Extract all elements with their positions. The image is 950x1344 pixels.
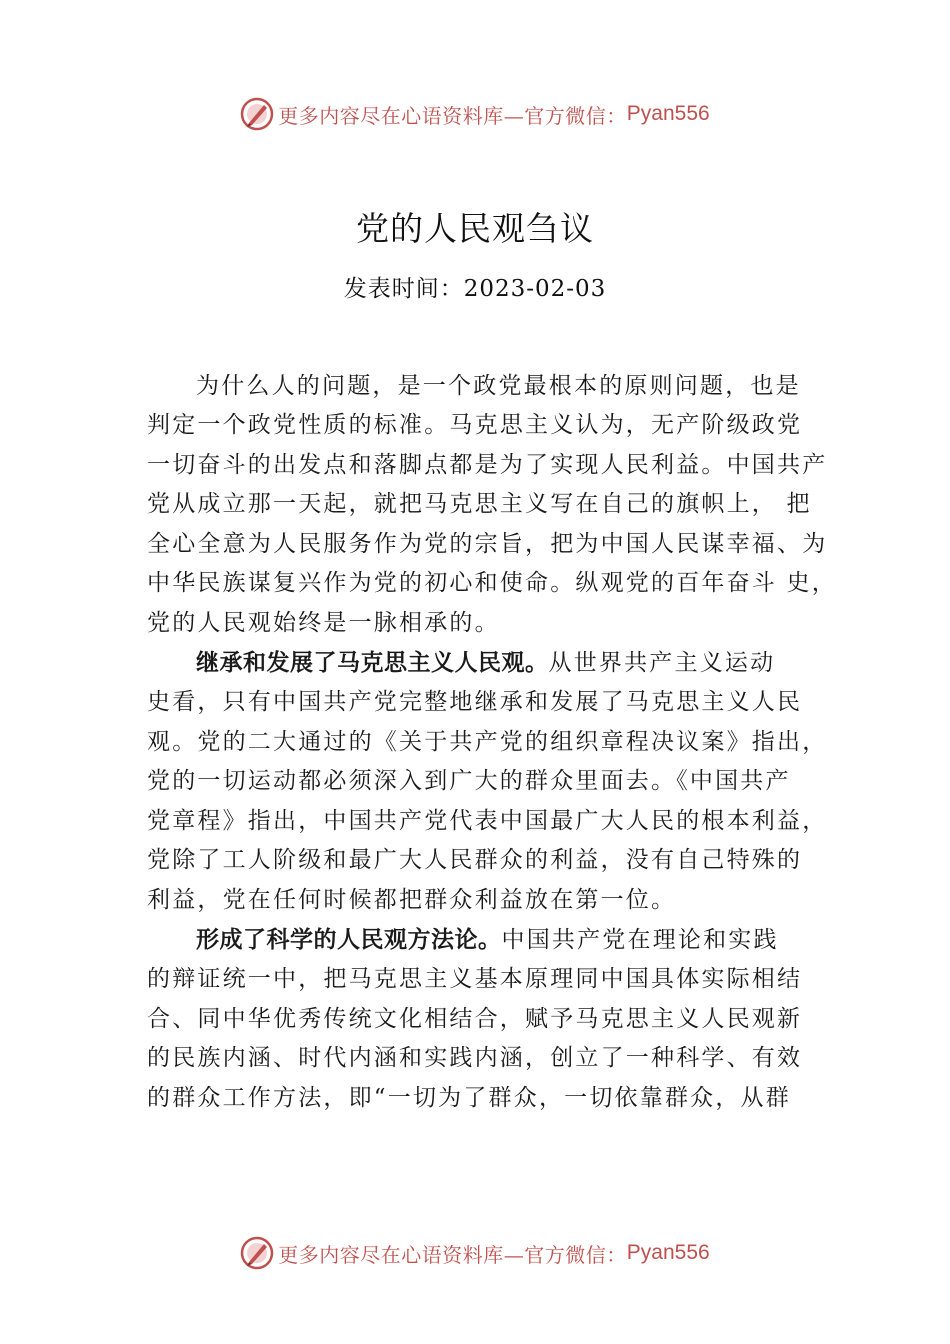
body-text: 从世界共产主义运动 [548,650,776,676]
footer-banner [0,1233,950,1273]
banner-wechat-id: Pyan556 [626,1241,710,1264]
banner-text: 更多内容尽在心语资料库—官方微信： [278,103,627,128]
body-line: 党章程》指出，中国共产党代表中国最广大人民的根本利益， [147,808,828,834]
document-title: 党的人民观刍议 [356,209,594,248]
publish-date: 发表时间：2023-02-03 [343,276,607,302]
banner-wechat-id: Pyan556 [626,102,710,125]
banner-text: 更多内容尽在心语资料库—官方微信： [278,1242,627,1267]
body-line [196,925,886,955]
body-line: 党除了工人阶级和最广大人民群众的利益，没有自己特殊的 [147,847,803,873]
body-line: 史看，只有中国共产党完整地继承和发展了马克思主义人民 [147,689,803,715]
body-line: 的民族内涵、时代内涵和实践内涵，创立了一种科学、有效 [147,1045,803,1071]
body-line: 利益，党在任何时候都把群众利益放在第一位。 [147,887,677,913]
pen-logo-icon [240,1236,274,1270]
body-line: 党从成立那一天起，就把马克思主义写在自己的旗帜上， 把 [147,491,812,517]
body-text: 中国共产党在理论和实践 [501,927,779,953]
section-heading: 形成了科学的人民观方法论。 [196,927,502,953]
body-line: 合、同中华优秀传统文化相结合，赋予马克思主义人民观新 [147,1006,803,1032]
body-line: 党的人民观始终是一脉相承的。 [147,610,500,636]
body-line: 的群众工作方法，即“一切为了群众，一切依靠群众，从群 [147,1085,791,1111]
body-line: 一切奋斗的出发点和落脚点都是为了实现人民利益。中国共产 [147,452,828,478]
body-line: 全心全意为人民服务作为党的宗旨，把为中国人民谋幸福、为 [147,531,828,557]
body-line [196,648,886,678]
section-heading: 继承和发展了马克思主义人民观。 [196,650,549,676]
body-line: 中华民族谋复兴作为党的初心和使命。纵观党的百年奋斗 史， [147,570,837,596]
body-line: 观。党的二大通过的《关于共产党的组织章程决议案》指出， [147,729,828,755]
body-line: 为什么人的问题，是一个政党最根本的原则问题，也是 [196,373,801,399]
body-line: 判定一个政党性质的标准。马克思主义认为，无产阶级政党 [147,412,803,438]
body-line: 党的一切运动都必须深入到广大的群众里面去。《中国共产 [147,768,791,794]
body-line: 的辩证统一中，把马克思主义基本原理同中国具体实际相结 [147,966,803,992]
